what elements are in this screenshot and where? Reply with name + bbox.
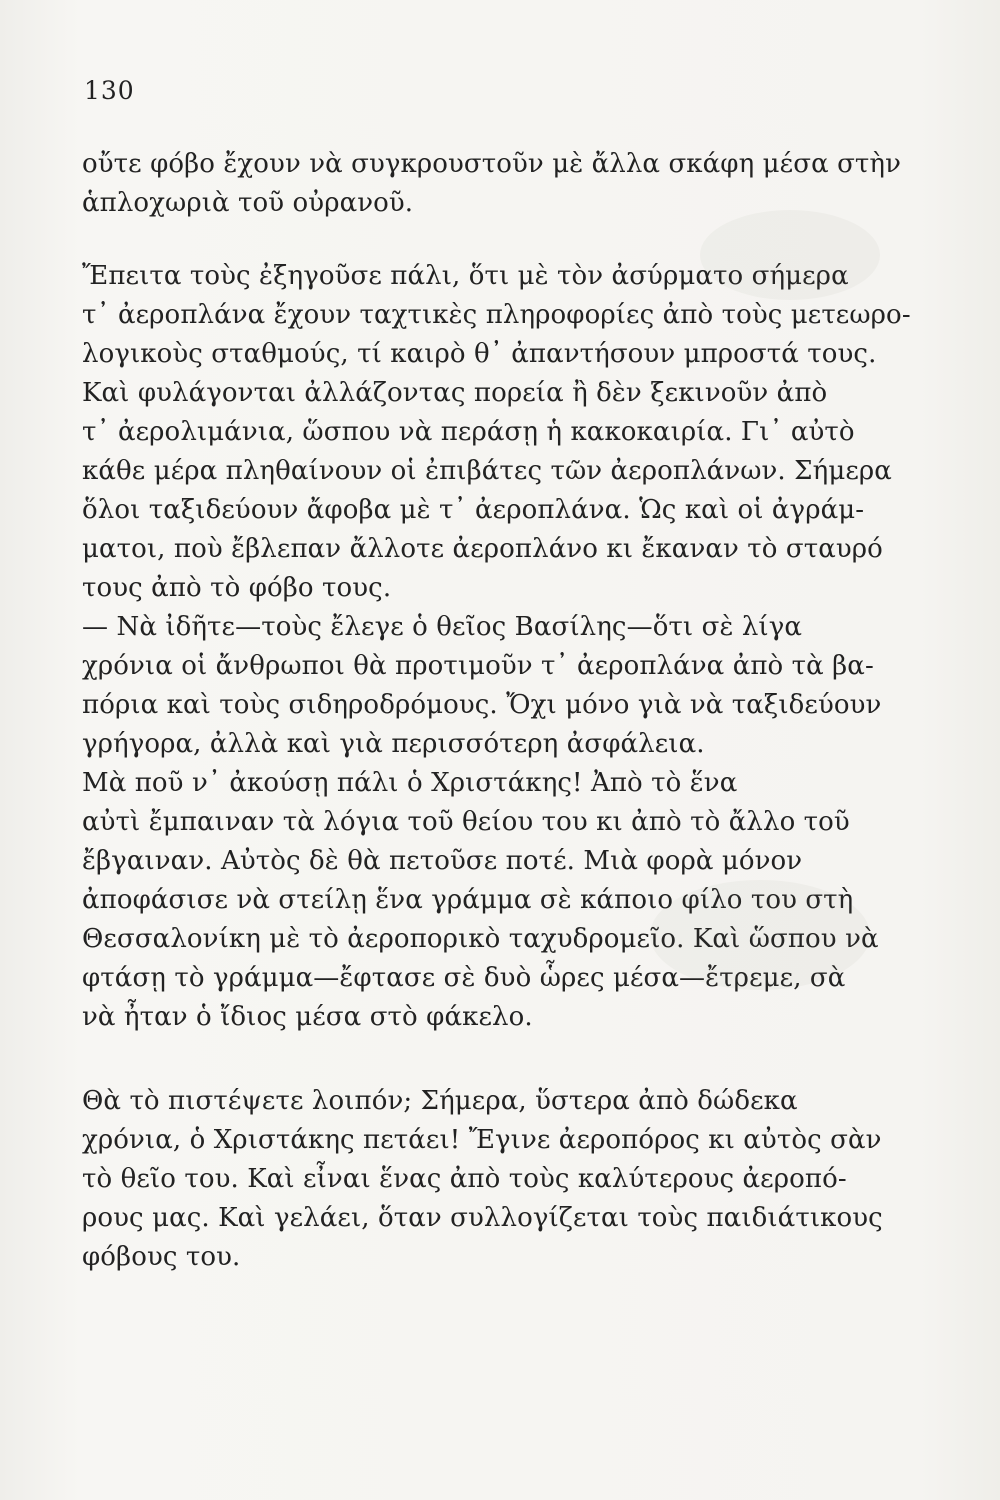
text-line: ματοι, ποὺ ἔβλεπαν ἄλλοτε ἀεροπλάνο κι ἔκαναν τὸ σταυρό bbox=[82, 534, 883, 564]
text-line: τους ἀπὸ τὸ φόβο τους. bbox=[82, 573, 392, 603]
text-line: Θὰ τὸ πιστέψετε λοιπόν; Σήμερα, ὕστερα ἀπὸ δώδεκα bbox=[82, 1086, 798, 1116]
text-line: ὅλοι ταξιδεύουν ἄφοβα μὲ τ᾽ ἀεροπλάνα. Ὡς καὶ οἱ ἀγράμ- bbox=[82, 495, 865, 525]
paragraph-gap bbox=[82, 223, 955, 257]
text-line: — Νὰ ἰδῆτε—τοὺς ἔλεγε ὁ θεῖος Βασίλης—ὅτι σὲ λίγα bbox=[82, 612, 803, 642]
text-line: ρους μας. Καὶ γελάει, ὅταν συλλογίζεται τοὺς παιδιάτικους bbox=[82, 1203, 883, 1233]
text-line: τὸ θεῖο του. Καὶ εἶναι ἕνας ἀπὸ τοὺς καλύτερους ἀεροπό- bbox=[82, 1164, 847, 1194]
text-line: χρόνια, ὁ Χριστάκης πετάει! Ἔγινε ἀεροπόρος κι αὐτὸς σὰν bbox=[82, 1125, 882, 1155]
text-line: οὔτε φόβο ἔχουν νὰ συγκρουστοῦν μὲ ἄλλα σκάφη μέσα στὴν bbox=[82, 149, 902, 179]
text-line: κάθε μέρα πληθαίνουν οἱ ἐπιβάτες τῶν ἀεροπλάνων. Σήμερα bbox=[82, 456, 892, 486]
text-line: Θεσσαλονίκη μὲ τὸ ἀεροπορικὸ ταχυδρομεῖο. Καὶ ὥσπου νὰ bbox=[82, 924, 879, 954]
paragraph-gap bbox=[82, 1037, 955, 1082]
text-line: αὐτὶ ἔμπαιναν τὰ λόγια τοῦ θείου του κι ἀπὸ τὸ ἄλλο τοῦ bbox=[82, 807, 850, 837]
page-number: 130 bbox=[84, 76, 135, 105]
text-line: χρόνια οἱ ἄνθρωποι θὰ προτιμοῦν τ᾽ ἀεροπλάνα ἀπὸ τὰ βα- bbox=[82, 651, 874, 681]
text-line: λογικοὺς σταθμούς, τί καιρὸ θ᾽ ἀπαντήσουν μπροστά τους. bbox=[82, 339, 877, 369]
text-line: ἀποφάσισε νὰ στείλῃ ἕνα γράμμα σὲ κάποιο φίλο του στὴ bbox=[82, 885, 854, 915]
text-line: Ἔπειτα τοὺς ἐξηγοῦσε πάλι, ὅτι μὲ τὸν ἀσύρματο σήμερα bbox=[82, 261, 849, 291]
text-line: τ᾽ ἀερολιμάνια, ὥσπου νὰ περάσῃ ἡ κακοκαιρία. Γι᾽ αὐτὸ bbox=[82, 417, 855, 447]
text-line: τ᾽ ἀεροπλάνα ἔχουν ταχτικὲς πληροφορίες ἀπὸ τοὺς μετεωρο- bbox=[82, 300, 911, 330]
text-line: πόρια καὶ τοὺς σιδηροδρόμους. Ὄχι μόνο γιὰ νὰ ταξιδεύουν bbox=[82, 690, 882, 720]
text-line: ἔβγαιναν. Αὐτὸς δὲ θὰ πετοῦσε ποτέ. Μιὰ φορὰ μόνον bbox=[82, 846, 803, 876]
text-line: γρήγορα, ἀλλὰ καὶ γιὰ περισσότερη ἀσφάλεια. bbox=[82, 729, 705, 759]
text-line: φτάσῃ τὸ γράμμα—ἔφτασε σὲ δυὸ ὧρες μέσα—ἔτρεμε, σὰ bbox=[82, 963, 846, 993]
text-line: φόβους του. bbox=[82, 1242, 241, 1272]
text-line: νὰ ἦταν ὁ ἴδιος μέσα στὸ φάκελο. bbox=[82, 1002, 533, 1032]
text-line: ἁπλοχωριὰ τοῦ οὐρανοῦ. bbox=[82, 188, 414, 218]
text-line: Καὶ φυλάγονται ἀλλάζοντας πορεία ἢ δὲν ξεκινοῦν ἀπὸ bbox=[82, 378, 828, 408]
text-line: Μὰ ποῦ ν᾽ ἀκούσῃ πάλι ὁ Χριστάκης! Ἀπὸ τὸ ἕνα bbox=[82, 768, 738, 798]
